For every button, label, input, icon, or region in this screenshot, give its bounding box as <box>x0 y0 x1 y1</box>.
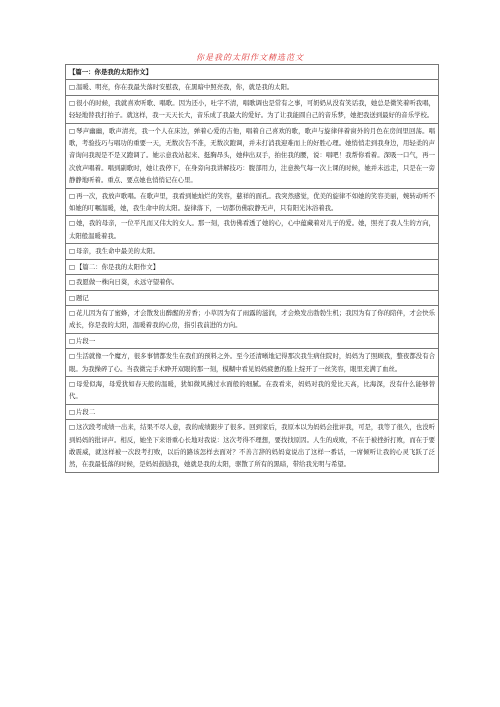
row-text: 【篇一：你是我的太阳作文】 <box>69 68 153 76</box>
row-text: 片段一 <box>76 336 96 345</box>
checkbox-icon: □ <box>69 83 76 92</box>
checkbox-icon: □ <box>69 379 76 388</box>
row-text: 很小的时候，我就喜欢听歌、唱歌。因为还小，吐字不清，唱歌调也是常有之事，可奶奶从没有笑话我，她总是微笑着听我唱，轻轻地替我打拍子。就这样，我一天天长大，音乐成了我最大的爱好。为了让我能圆自己的音乐梦，她把我送到最好的音乐学校。 <box>69 98 435 120</box>
row-text: 这次段考成绩一出来，结果不尽人意，我的成绩跟步了很多。回到家后，我原本以为妈妈会批评我，可是，我等了很久，也没听到妈妈的批评声。相反，她坐下来语重心长地对我说：这次考得不理想，要找找原因。人生的成败，不在于被挫折打败，而在于要敢震威，就这样被一次段考打败，以后的路该怎样去面对？不善言辞的妈妈竟说出了这样一番话，一席倾听让我的心灵飞跃了泛然，在我最低落的时候，是妈妈鼓励我，她就是我的太阳，驱散了所有的黑暗，带给我光明与希望。 <box>69 423 435 469</box>
document-row <box>66 244 438 259</box>
document-row <box>66 291 438 306</box>
checkbox-icon: □ <box>69 308 76 317</box>
document-row <box>66 65 438 80</box>
document-row <box>66 96 438 124</box>
document-row <box>66 405 438 420</box>
document-row <box>66 377 438 405</box>
row-text: 琴声幽幽，歌声清亮，我一个人在床边，弹着心爱的吉他，唱着自己喜欢的歌，歌声与旋律伴着窗外的月色在房间里回荡。唱歌，考验技巧与唱功的重要一天，无数次告不准，无数次跑调，并未打消我迎难而上的好胜心理。她悄悄走到我身边，用轻柔的声音询问我现是不是又跑调了。她示意我站起来、挺胸昂头，她伸出双手，拍住我的腰，说：唱吧！我帮你看着。深吸一口气，再一次放声唱着。唱到副歌时，她让我停下，在身旁向我讲解技巧：腹部用力，注意换气每一次上课的时候，她并未远走，只是在一旁静静地听着。重点、要点她也悄悄记在心里。 <box>69 126 435 185</box>
document-row <box>66 275 438 290</box>
row-text: 片段二 <box>76 407 96 416</box>
document-row <box>66 189 438 217</box>
document-table <box>65 64 439 473</box>
checkbox-icon: □ <box>69 423 76 432</box>
row-text: 题记 <box>76 293 89 302</box>
document-row <box>66 124 438 189</box>
checkbox-icon: □ <box>69 262 76 271</box>
checkbox-icon: □ <box>69 336 76 345</box>
document-row <box>66 260 438 275</box>
checkbox-icon: □ <box>69 219 76 228</box>
document-row <box>66 306 438 334</box>
document-row <box>66 420 438 473</box>
document-row <box>66 80 438 95</box>
row-text: 母亲，我生命中最美的太阳。 <box>76 247 160 256</box>
row-text: 【篇二：你是我的太阳作文】 <box>76 262 160 271</box>
checkbox-icon: □ <box>69 126 76 135</box>
checkbox-icon: □ <box>69 293 76 302</box>
row-text: 再一次，我放声歌唱。在歌声里，我看到她灿烂的笑容，慈祥的面孔。我突然感觉，优美的旋律不如她的笑容美丽，婉转动听不如她的叮嘱温暖，她，我生命中的太阳。旋律落下，一切都仿佛寂静无声，只有阳光沐浴着我。 <box>69 191 435 213</box>
checkbox-icon: □ <box>69 352 76 361</box>
document-row <box>66 216 438 244</box>
checkbox-icon: □ <box>69 407 76 416</box>
row-text: 她，我的母亲，一位平凡而又伟大的女人。那一刻，我仿佛看透了她的心，心中蕴藏着对儿子的爱。她，照亮了我人生的方向，太阳般温暖着我。 <box>69 219 435 240</box>
row-text: 我愿做一株向日葵，永远守望着你。 <box>76 278 179 287</box>
checkbox-icon: □ <box>69 278 76 287</box>
row-text: 生活就像一个魔方，很多事情都发生在我们的预料之外。至今还清晰地记得那次我生病住院时，妈妈为了照顾我，整夜都没有合眼。为我操碎了心。当我微完手术睁开双眼的那一刻，模糊中看见妈妈疲惫的脸上绽开了一丝笑容，眼里充满了血丝。 <box>69 352 435 373</box>
row-text: 温暖、明亮，你在我最失落时安慰我，在黑暗中照亮我，你，就是我的太阳。 <box>76 83 294 92</box>
checkbox-icon: □ <box>69 98 76 107</box>
checkbox-icon: □ <box>69 191 76 200</box>
document-row <box>66 349 438 377</box>
checkbox-icon: □ <box>69 247 76 256</box>
row-text: 母爱似海，母爱犹如春天般的温暖，犹如微风拂过水面般的细腻。在我看来，妈妈对我的爱比天高，比海深，没有什么能够替代。 <box>69 379 435 401</box>
document-row <box>66 334 438 349</box>
row-text: 花儿因为有了蜜蜂，才会散发出醉醒的芳香；小草因为有了雨露的滋润，才会焕发出勃勃生机；我因为有了你的陪伴，才会快乐成长，你是我的太阳，温暖着我的心房，指引我前进的方向。 <box>69 308 435 330</box>
page-title: 你是我的太阳作文精选范文 <box>196 53 304 62</box>
